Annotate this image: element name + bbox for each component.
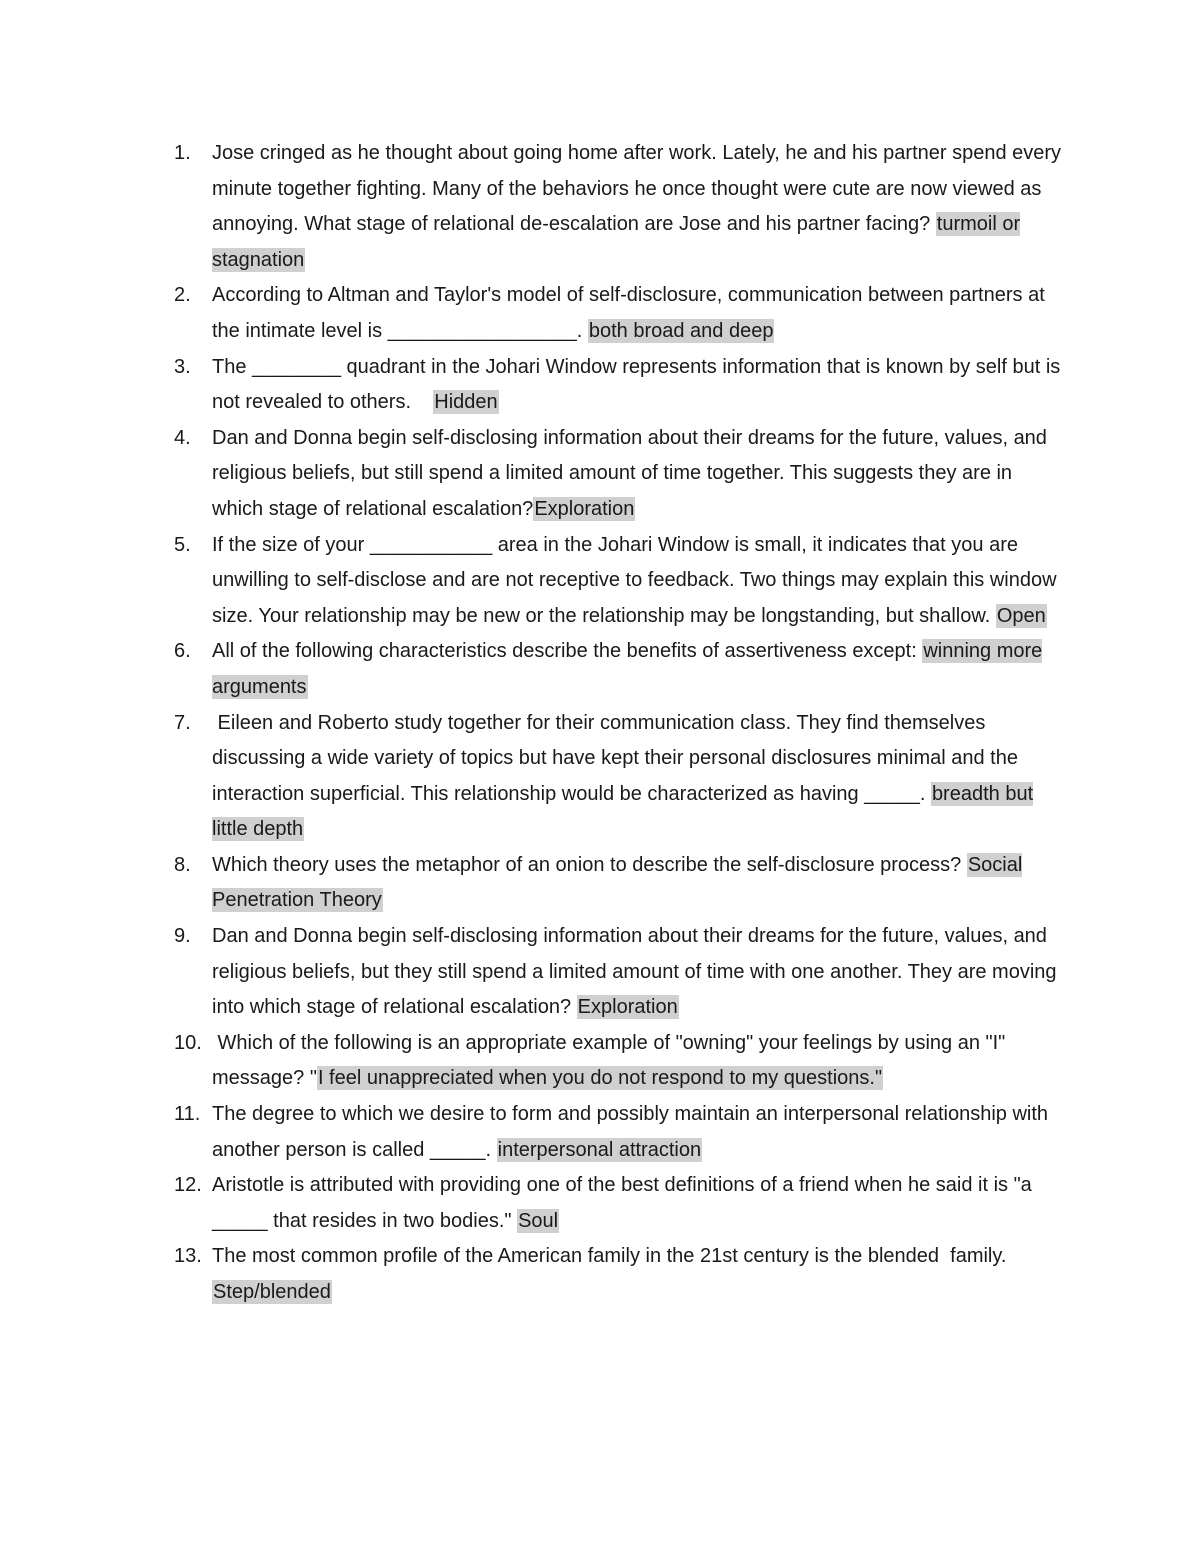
question-item-3	[174, 350, 1064, 421]
question-number: 11.	[174, 1103, 201, 1126]
question-item-10	[174, 1026, 1064, 1097]
question-item-1	[174, 136, 1064, 278]
question-number: 4.	[174, 426, 191, 449]
answer-highlight: Social Penetration Theory	[212, 853, 1023, 912]
question-number: 7.	[174, 711, 191, 734]
question-number: 13.	[174, 1245, 202, 1268]
question-text: The ________ quadrant in the Johari Window represents information that is known by self but is not revealed to others.	[212, 355, 1061, 414]
question-number: 10.	[174, 1031, 202, 1054]
answer-highlight: Soul	[518, 1209, 559, 1232]
answer-highlight: breadth but little depth	[212, 782, 1034, 841]
question-number: 8.	[174, 853, 191, 876]
question-text: The degree to which we desire to form and possibly maintain an interpersonal relationship with another person is called _____.	[212, 1103, 1049, 1161]
answer-highlight: Step/blended	[213, 1281, 331, 1303]
question-item-6	[174, 634, 1064, 705]
question-number: 3.	[174, 355, 191, 378]
question-text: Dan and Donna begin self-disclosing information about their dreams for the future, values, and religious beliefs, but still spend a limited amount of time together. This suggests they are in which stage of relational escalation?	[212, 426, 1047, 520]
question-item-13	[174, 1239, 1064, 1310]
answer-highlight: Exploration	[577, 996, 678, 1019]
question-text: Which theory uses the metaphor of an onion to describe the self-disclosure process?	[212, 853, 967, 876]
answer-highlight: winning more arguments	[212, 640, 1043, 698]
question-number: 12.	[174, 1174, 202, 1197]
question-item-8	[174, 848, 1064, 919]
question-text: Aristotle is attributed with providing one of the best definitions of a friend when he said it is "a _____ that resides in two bodies."	[212, 1174, 1032, 1232]
question-number: 1.	[174, 142, 191, 164]
question-number: 9.	[174, 925, 191, 948]
question-item-2	[174, 278, 1064, 349]
answer-highlight: interpersonal attraction	[497, 1138, 702, 1161]
question-list	[174, 136, 1064, 1311]
answer-highlight: Open	[996, 604, 1046, 627]
question-number: 5.	[174, 533, 191, 556]
answer-highlight: both broad and deep	[588, 319, 774, 342]
answer-highlight: turmoil or stagnation	[212, 213, 1021, 271]
question-text: If the size of your ___________ area in the Johari Window is small, it indicates that you are unwilling to self-disclose and are not receptive to feedback. Two things may explain this window size. Your relationship may be new or the relationship may be longstanding, but shallow.	[212, 533, 1057, 627]
question-text: Eileen and Roberto study together for their communication class. They find themselves discussing a wide variety of topics but have kept their personal disclosures minimal and the interaction superficial. This relationship would be characterized as having _____.	[212, 711, 1018, 805]
question-text: Which of the following is an appropriate example of "owning" your feelings by using an "I" message? "	[212, 1031, 1006, 1090]
question-item-7	[174, 706, 1064, 848]
question-text: The most common profile of the American family in the 21st century is the blended family.	[212, 1245, 1007, 1268]
answer-highlight: Hidden	[434, 391, 498, 414]
question-number: 2.	[174, 284, 191, 307]
question-item-5	[174, 528, 1064, 635]
question-text: Dan and Donna begin self-disclosing information about their dreams for the future, values, and religious beliefs, but they still spend a limited amount of time with one another. They are moving into which stage of relational escalation?	[212, 925, 1057, 1019]
answer-highlight: I feel unappreciated when you do not respond to my questions."	[317, 1067, 883, 1090]
question-text: According to Altman and Taylor's model of self-disclosure, communication between partners at the intimate level is _________________.	[212, 284, 1045, 342]
question-item-4	[174, 421, 1064, 528]
question-number: 6.	[174, 640, 191, 663]
question-item-11	[174, 1097, 1064, 1168]
question-item-12	[174, 1168, 1064, 1239]
answer-highlight: Exploration	[534, 497, 635, 520]
question-text: Jose cringed as he thought about going home after work. Lately, he and his partner spend every minute together fighting. Many of the behaviors he once thought were cute are now viewed as annoying. What stage of relational de-escalation are Jose and his partner facing?	[212, 142, 1062, 236]
question-text: All of the following characteristics describe the benefits of assertiveness except:	[212, 640, 923, 663]
question-item-9	[174, 919, 1064, 1026]
